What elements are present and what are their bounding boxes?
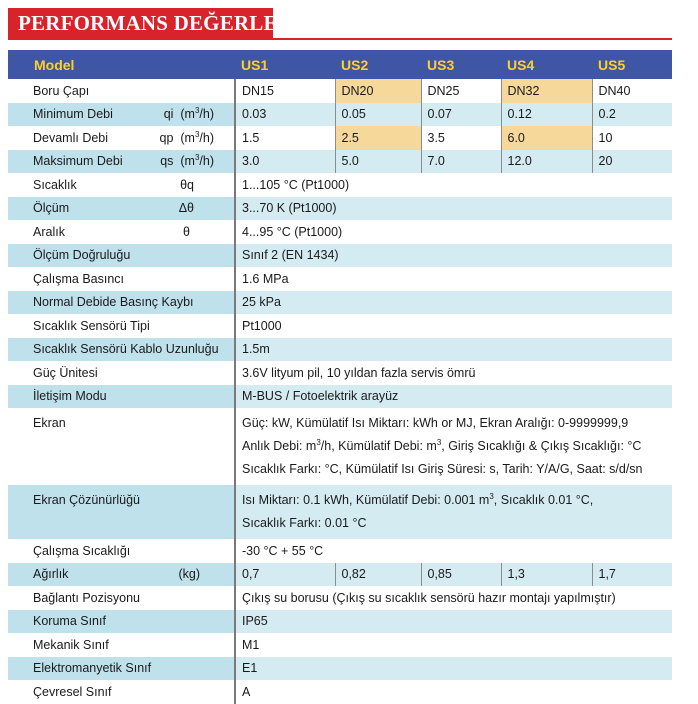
table-header-row	[8, 50, 672, 79]
row-label-text: Ekran	[33, 416, 66, 430]
cell-value: 2.5	[335, 126, 421, 150]
cell-value: 3...70 K (Pt1000)	[235, 197, 672, 221]
cell-value	[235, 408, 672, 485]
row-koruma-sinif	[8, 610, 672, 634]
cell-value: DN25	[421, 79, 501, 103]
row-label: Bağlantı Pozisyonu	[8, 586, 235, 610]
cell-value: 10	[592, 126, 672, 150]
cell-value: DN32	[501, 79, 592, 103]
row-unit: (m	[180, 107, 195, 122]
header-us5: US5	[592, 50, 672, 79]
cell-value: 0,85	[421, 563, 501, 587]
row-label-text: Ölçüm	[33, 201, 70, 216]
cell-value: Sınıf 2 (EN 1434)	[235, 244, 672, 268]
ekran-line-2b: 3	[316, 438, 321, 447]
header-model: Model	[8, 50, 235, 79]
row-label	[8, 173, 235, 197]
ekran-line-2e: , Giriş Sıcaklığı & Çıkış Sıcaklığı: °C	[441, 439, 642, 453]
row-label: İletişim Modu	[8, 385, 235, 409]
cell-value: 6.0	[501, 126, 592, 150]
cozunurluk-line-1	[242, 489, 672, 512]
row-label: Çalışma Sıcaklığı	[8, 539, 235, 563]
cell-value: 1...105 °C (Pt1000)	[235, 173, 672, 197]
row-calisma-basinci	[8, 267, 672, 291]
row-symbol: Δθ	[178, 201, 194, 216]
row-ekran-cozunurlugu	[8, 485, 672, 539]
ekran-line-3: Sıcaklık Farkı: °C, Kümülatif Isı Giriş Süresi: s, Tarih: Y/A/G, Saat: s/d/sn	[242, 462, 643, 476]
row-label: Mekanik Sınıf	[8, 633, 235, 657]
cell-value: 0.07	[421, 103, 501, 127]
row-olcum	[8, 197, 672, 221]
title-bar	[8, 8, 302, 38]
cell-value: DN15	[235, 79, 335, 103]
row-label: Ölçüm Doğruluğu	[8, 244, 235, 268]
row-label: Sıcaklık Sensörü Kablo Uzunluğu	[8, 338, 235, 362]
cell-value: 4...95 °C (Pt1000)	[235, 220, 672, 244]
row-symbol: qp	[159, 130, 174, 145]
row-label	[8, 197, 235, 221]
row-cevresel-sinif	[8, 680, 672, 704]
performance-table	[8, 50, 672, 704]
cell-value: Çıkış su borusu (Çıkış su sıcaklık sensörü hazır montajı yapılmıştır)	[235, 586, 672, 610]
cell-value: A	[235, 680, 672, 704]
row-agirlik	[8, 563, 672, 587]
row-unit: (kg)	[178, 567, 200, 582]
cell-value: Pt1000	[235, 314, 672, 338]
row-label	[8, 485, 235, 539]
row-symbol: qi	[163, 107, 174, 122]
row-unit-exp: 3	[194, 129, 200, 139]
cell-value: 1,3	[501, 563, 592, 587]
cozunurluk-line-2: Sıcaklık Farkı: 0.01 °C	[242, 516, 367, 530]
ekran-line-2a: Anlık Debi: m	[242, 439, 317, 453]
cozunurluk-line-1c: , Sıcaklık 0.01 °C,	[493, 493, 594, 507]
header-us4: US4	[501, 50, 592, 79]
cozunurluk-line-1a: Isı Miktarı: 0.1 kWh, Kümülatif Debi: 0.001 m	[242, 493, 490, 507]
ekran-line-2d: 3	[436, 438, 442, 447]
row-olcum-dogrulugu	[8, 244, 672, 268]
row-minimum-debi	[8, 103, 672, 127]
row-guc-unitesi	[8, 361, 672, 385]
row-label-text: Minimum Debi	[33, 107, 113, 122]
title-divider	[8, 38, 672, 40]
row-label: Normal Debide Basınç Kaybı	[8, 291, 235, 315]
row-kablo-uzunlugu	[8, 338, 672, 362]
ekran-line-2c: /h, Kümülatif Debi: m	[320, 439, 437, 453]
cell-value: 25 kPa	[235, 291, 672, 315]
row-label-text: Devamlı Debi	[33, 130, 109, 145]
cell-value: 1.6 MPa	[235, 267, 672, 291]
cell-value: 1.5	[235, 126, 335, 150]
cell-value: M-BUS / Fotoelektrik arayüz	[235, 385, 672, 409]
row-label-text: Maksimum Debi	[33, 154, 123, 169]
row-label-text: Ağırlık	[33, 567, 69, 582]
row-label-text: Ekran Çözünürlüğü	[33, 493, 141, 507]
row-label-text: Aralık	[33, 224, 65, 239]
cell-value: 20	[592, 150, 672, 174]
row-label	[8, 150, 235, 174]
cell-value: 3.5	[421, 126, 501, 150]
header-us2: US2	[335, 50, 421, 79]
row-symbol: qs	[160, 154, 174, 169]
row-baglanti-pozisyonu	[8, 586, 672, 610]
cell-value: 0.12	[501, 103, 592, 127]
row-symbol: θ	[183, 224, 190, 239]
row-unit-post: /h)	[199, 107, 214, 122]
row-sensor-tipi	[8, 314, 672, 338]
cell-value: 0,7	[235, 563, 335, 587]
cell-value: 3.6V lityum pil, 10 yıldan fazla servis ömrü	[235, 361, 672, 385]
cell-value: E1	[235, 657, 672, 681]
cell-value: 0.2	[592, 103, 672, 127]
row-unit-exp: 3	[194, 153, 200, 163]
row-boru-capi	[8, 79, 672, 103]
row-label: Sıcaklık Sensörü Tipi	[8, 314, 235, 338]
cell-value: 0.03	[235, 103, 335, 127]
row-iletisim-modu	[8, 385, 672, 409]
row-label-text: Sıcaklık	[33, 177, 77, 192]
row-label: Güç Ünitesi	[8, 361, 235, 385]
row-unit: (m	[180, 154, 195, 169]
cell-value: 1,7	[592, 563, 672, 587]
row-calisma-sicakligi	[8, 539, 672, 563]
ekran-line-2	[242, 435, 672, 458]
cell-value: 5.0	[335, 150, 421, 174]
page-title: PERFORMANS DEĞERLERİ	[18, 11, 302, 35]
cell-value: DN20	[335, 79, 421, 103]
cell-value: -30 °C + 55 °C	[235, 539, 672, 563]
row-sicaklik	[8, 173, 672, 197]
row-mekanik-sinif	[8, 633, 672, 657]
cozunurluk-line-1b: 3	[489, 492, 494, 501]
header-us1: US1	[235, 50, 335, 79]
row-basinc-kaybi	[8, 291, 672, 315]
row-label	[8, 126, 235, 150]
row-devamli-debi	[8, 126, 672, 150]
row-label	[8, 563, 235, 587]
header-us3: US3	[421, 50, 501, 79]
row-label: Koruma Sınıf	[8, 610, 235, 634]
cell-value: M1	[235, 633, 672, 657]
cell-value	[235, 485, 672, 539]
cell-value: 12.0	[501, 150, 592, 174]
cell-value: 0,82	[335, 563, 421, 587]
cell-value: 7.0	[421, 150, 501, 174]
row-label: Çevresel Sınıf	[8, 680, 235, 704]
ekran-line-1: Güç: kW, Kümülatif Isı Miktarı: kWh or MJ, Ekran Aralığı: 0-9999999,9	[242, 416, 629, 430]
cell-value: DN40	[592, 79, 672, 103]
cell-value: 3.0	[235, 150, 335, 174]
cell-value: 1.5m	[235, 338, 672, 362]
row-unit: (m	[180, 130, 195, 145]
cell-value: IP65	[235, 610, 672, 634]
cell-value: 0.05	[335, 103, 421, 127]
row-label: Çalışma Basıncı	[8, 267, 235, 291]
row-label: Elektromanyetik Sınıf	[8, 657, 235, 681]
row-unit-post: /h)	[199, 130, 214, 145]
row-unit-post: /h)	[199, 154, 214, 169]
row-maksimum-debi	[8, 150, 672, 174]
row-label	[8, 103, 235, 127]
row-label	[8, 220, 235, 244]
row-label	[8, 408, 235, 485]
row-label: Boru Çapı	[8, 79, 235, 103]
row-unit-exp: 3	[194, 106, 200, 116]
row-symbol: θq	[180, 177, 194, 192]
row-elektromanyetik-sinif	[8, 657, 672, 681]
row-ekran	[8, 408, 672, 485]
row-aralik	[8, 220, 672, 244]
